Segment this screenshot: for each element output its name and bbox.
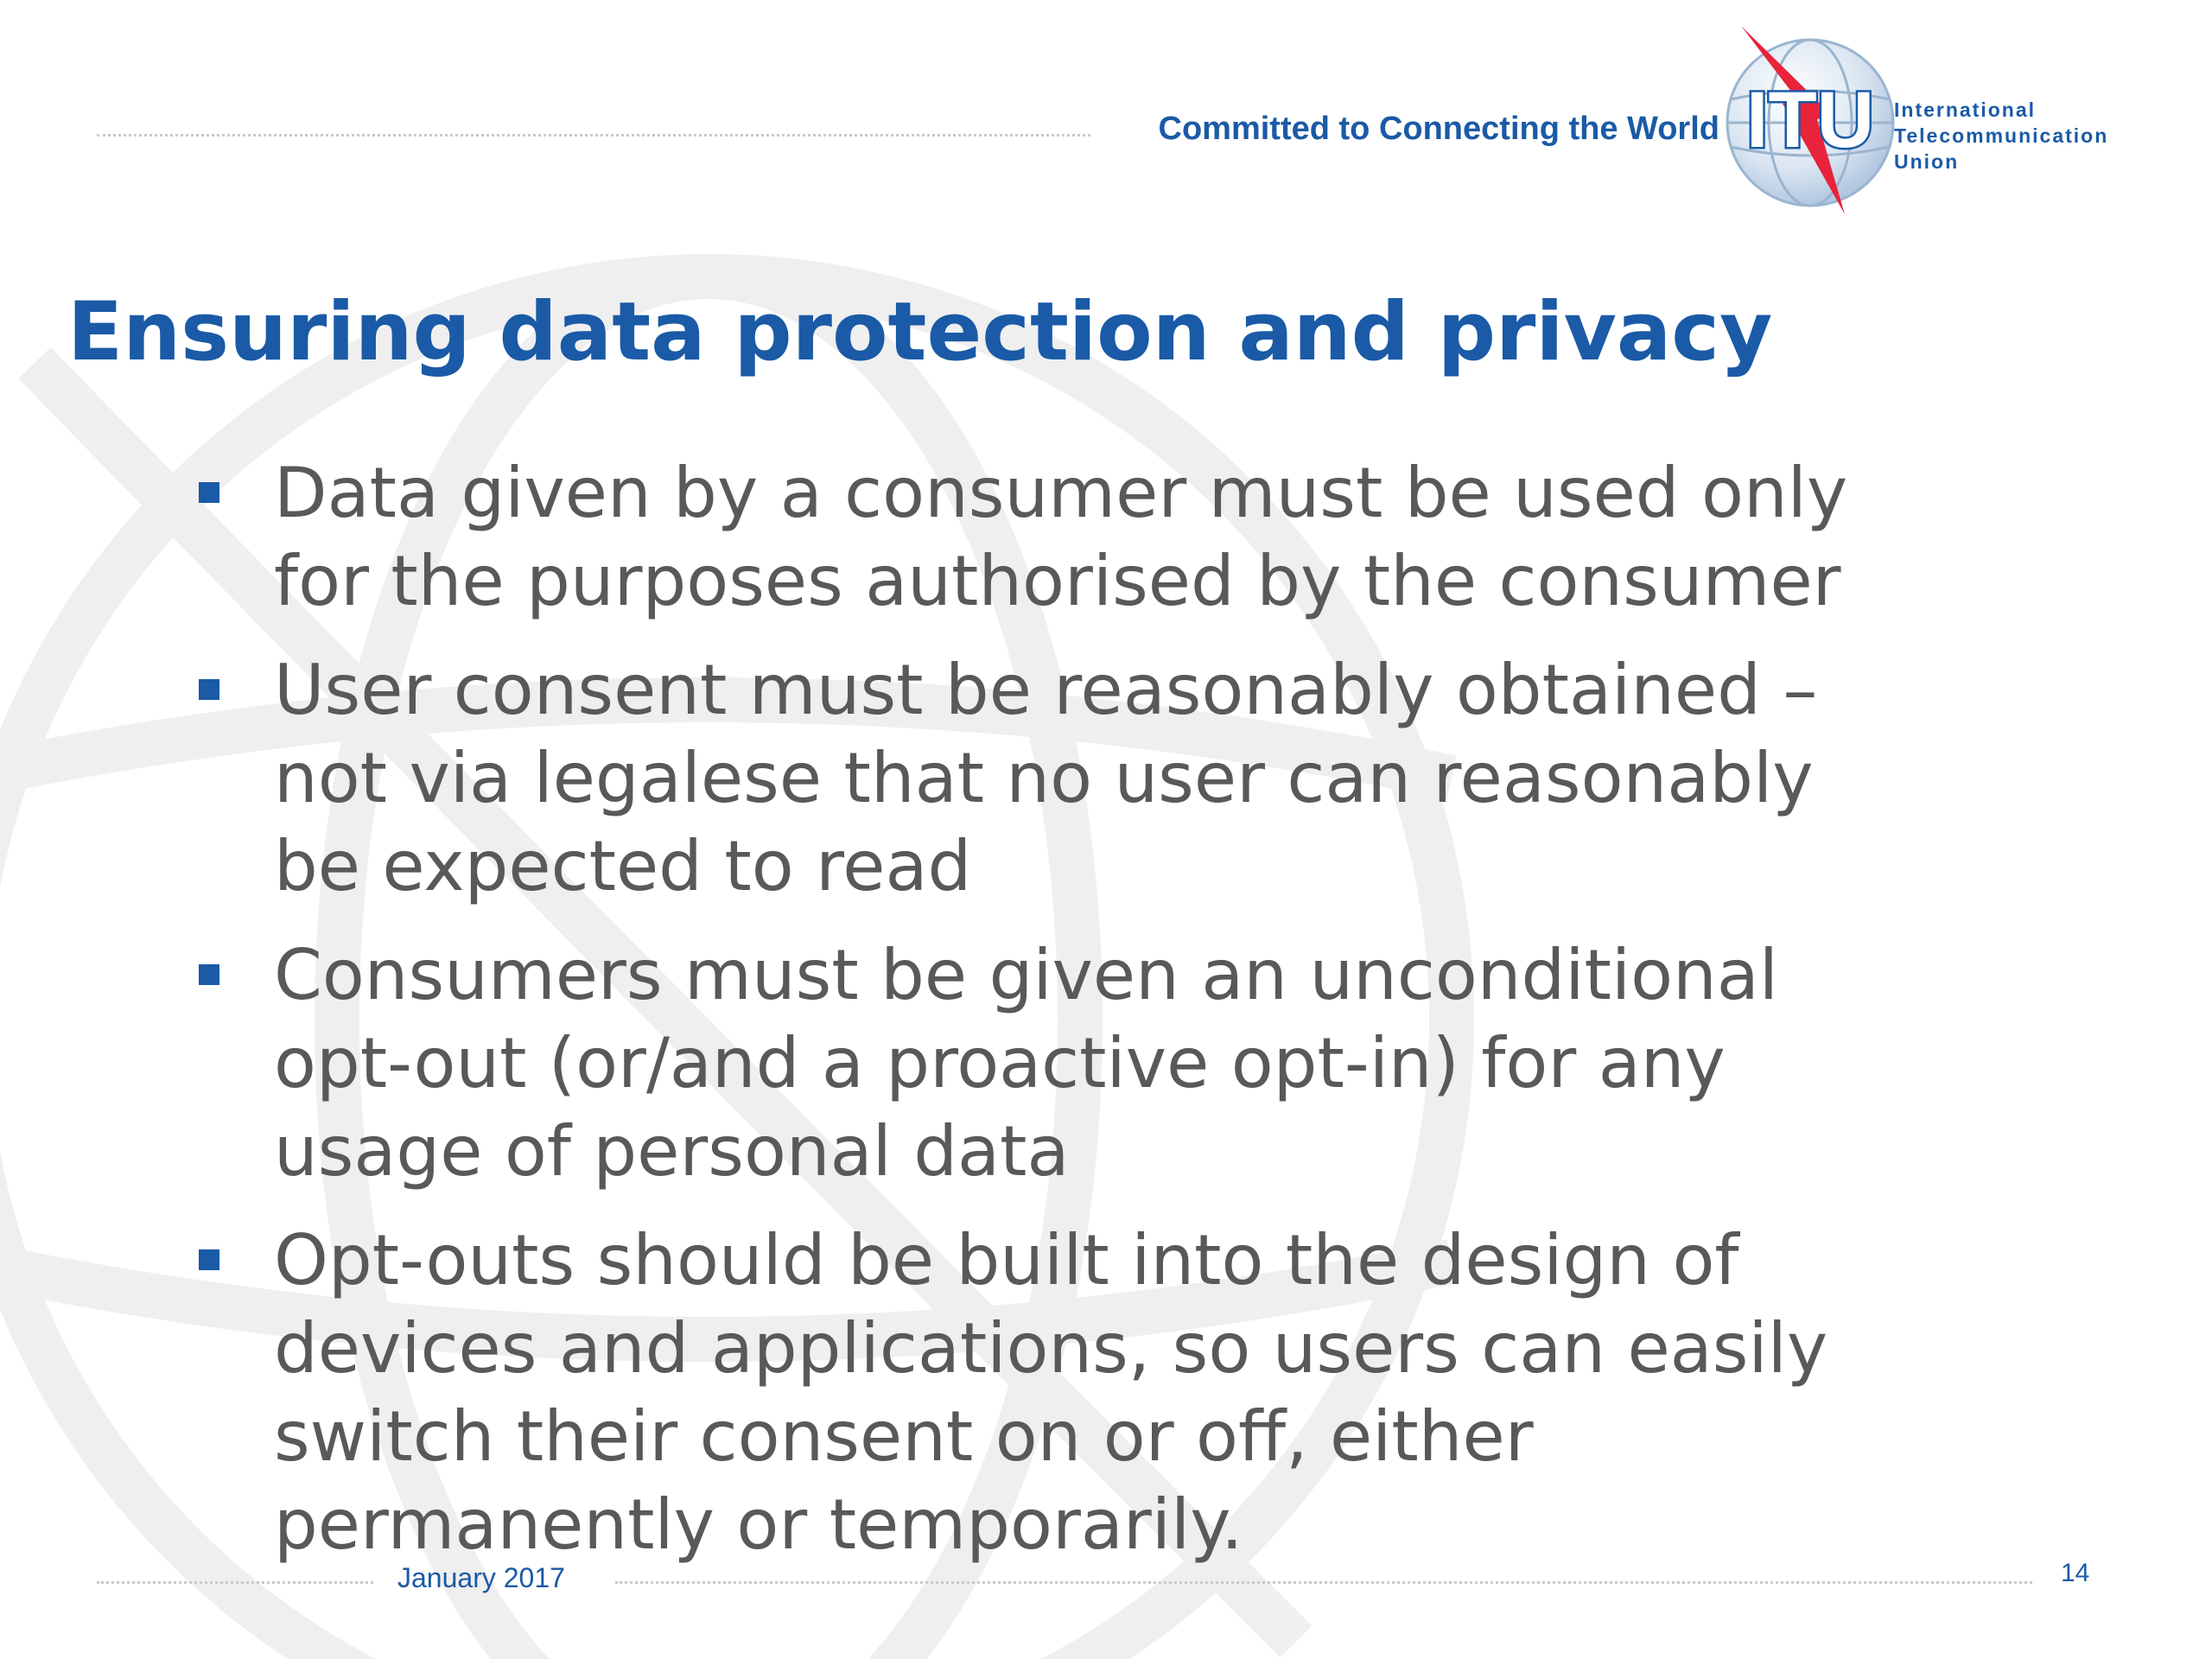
bullet-line: for the purposes authorised by the consumer xyxy=(274,541,1841,621)
list-item xyxy=(194,449,2052,626)
bullet-line: permanently or temporarily. xyxy=(274,1484,1243,1565)
bullet-line: User consent must be reasonably obtained – xyxy=(274,650,1818,730)
bullet-line: be expected to read xyxy=(274,826,972,906)
bullet-line: usage of personal data xyxy=(274,1111,1070,1192)
bullet-line: opt-out (or/and a proactive opt-in) for any xyxy=(274,1023,1726,1103)
logo-text: ITU xyxy=(1745,76,1875,164)
org-name-line-3: Union xyxy=(1894,150,1960,173)
bullet-line: devices and applications, so users can easily xyxy=(274,1308,1828,1389)
bullet-line: switch their consent on or off, either xyxy=(274,1396,1534,1477)
list-item xyxy=(194,1217,2052,1569)
square-bullet-icon xyxy=(199,1249,219,1270)
org-name xyxy=(1894,97,2108,175)
page-title: Ensuring data protection and privacy xyxy=(67,285,1773,379)
bullet-line: Consumers must be given an unconditional xyxy=(274,935,1778,1015)
bullet-line: Opt-outs should be built into the design of xyxy=(274,1220,1739,1300)
square-bullet-icon xyxy=(199,679,219,700)
list-item xyxy=(194,646,2052,911)
bullet-list xyxy=(194,449,2052,1590)
square-bullet-icon xyxy=(199,964,219,985)
bullet-line: not via legalese that no user can reasonably xyxy=(274,738,1814,818)
list-item xyxy=(194,931,2052,1196)
org-name-line-2: Telecommunication xyxy=(1894,124,2109,147)
page-number: 14 xyxy=(2061,1559,2090,1587)
org-name-line-1: International xyxy=(1894,99,2037,121)
bullet-line: Data given by a consumer must be used only xyxy=(274,453,1848,533)
footer-date: January 2017 xyxy=(397,1562,565,1593)
tagline: Committed to Connecting the World xyxy=(1158,111,1719,147)
header-divider xyxy=(97,134,1090,137)
square-bullet-icon xyxy=(199,482,219,503)
